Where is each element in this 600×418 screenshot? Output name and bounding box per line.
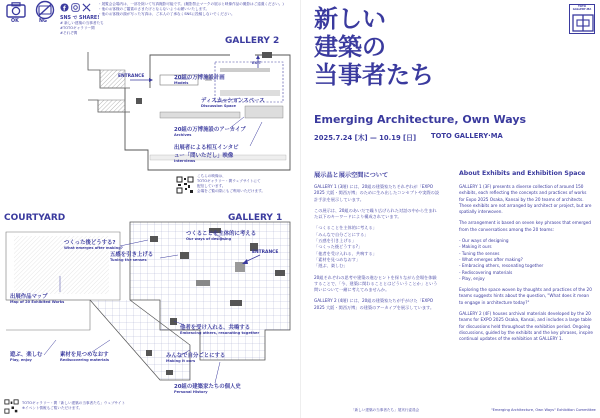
g1-map-label: 出展作品マップ Map of 20 Exhibited Works bbox=[10, 294, 65, 304]
jp-keyword-list: 「つくることを主体的に考える」 「みんなで自分ごとにする」 「五感を引き上げる」 「つくった後どうする?」 「他者を受け入れる、共鳴する」 「素材を見つめなおす」 「遊ぶ、楽しむ」 bbox=[314, 225, 377, 269]
g1-materials-label: 素材を見つめなおす Rediscovering materials bbox=[60, 352, 110, 362]
gallery1-title: GALLERY 1 bbox=[228, 213, 283, 223]
g2-discussion-label: ディスカッションスペース Discussion Space bbox=[201, 98, 265, 108]
g1-senses-label: 五感を引き上げる Tuning the senses bbox=[110, 252, 154, 262]
sns-share-label: SNS で SHARE! bbox=[60, 16, 100, 21]
ng-label: NG bbox=[39, 19, 47, 24]
footer-jp: 「新しい建築の当事者たち」展実行委員会 bbox=[351, 408, 420, 412]
title-line-2: 建築の bbox=[314, 32, 386, 61]
en-section-heading: About Exhibits and Exhibition Space bbox=[459, 170, 586, 177]
g2-interviews-label: 出展者による相互インタビュー「問いただし」映像 Interviews bbox=[174, 145, 239, 163]
share-hashtag-3: #それぞ間 bbox=[60, 31, 78, 35]
qr-code-video[interactable] bbox=[176, 176, 194, 194]
ok-label: OK bbox=[11, 19, 19, 24]
g1-embracing-label: 他者を受け入れる、共鳴する Embracing others, resonating together bbox=[180, 325, 260, 335]
courtyard-title: COURTYARD bbox=[4, 213, 66, 223]
entrance-label-g1: ENTRANCE bbox=[252, 250, 279, 255]
share-hashtag-1: # 新しい建築の当事者たち bbox=[60, 21, 104, 25]
exit-label: EXIT bbox=[252, 61, 262, 65]
qr-note: こちらの映像は、 TOTOギャラリー・間ウェブサイトにて 配信しています。 会場をご覧の際にもご利用いただけます。 bbox=[197, 174, 265, 193]
share-hashtag-2: #TOTOギャラリー間 bbox=[60, 26, 95, 30]
jp-paragraph-1: GALLERY 1 (3階) には、20組の建築家たちそれぞれが「EXPO 2025 大阪・関西万博」のために生み出したコンセプトや実際の設計手法を展示しています。 bbox=[314, 184, 440, 202]
title-line-3: 当事者たち bbox=[314, 60, 434, 89]
g2-archives-label: 20組の万博施設のアーカイブ Archives bbox=[174, 127, 246, 137]
en-paragraph-2: The arrangement is based on seven key phrases that emerged from the conversations among the 20 teams: bbox=[459, 220, 591, 232]
footer-en: "Emerging Architecture, Own Ways" Exhibition Committee bbox=[491, 408, 596, 412]
right-page bbox=[301, 0, 600, 418]
website-note: TOTOギャラリー・間「新しい建築の当事者たち」ウェブサイト ※イベント情報もご覧いただけます。 bbox=[22, 401, 126, 410]
g2-models-label: 20組の万博施設計画 Models bbox=[174, 75, 225, 85]
exhibition-title bbox=[314, 6, 434, 89]
gallery-ma-logo bbox=[569, 4, 595, 34]
en-keyword-list: - Our ways of designing - Making it ours - Tuning the senses - What emerges after making? - Embracing others, resonating together - Rediscovering materials - Play, enjoy bbox=[459, 238, 544, 281]
en-paragraph-3: Exploring the space woven by thoughts and practices of the 20 teams suggests hints about the question, "What does it mean to engage in architecture today?" bbox=[459, 287, 592, 305]
title-line-1: 新しい bbox=[314, 5, 386, 33]
visitor-note-1: ・展覧会会場内は、一部を除いて写真撮影可能です。(撮影禁止マークの展示と映像作品の撮影はご遠慮ください。) bbox=[98, 2, 284, 6]
visitor-note-2: ・他のお客様のご鑑賞のさまたげとならないようお願いいたします。 bbox=[98, 6, 210, 11]
exhibition-dates: 2025.7.24 [木] — 10.19 [日] bbox=[314, 134, 417, 142]
g1-after-making-label: つくった後どうする? What emerges after making? bbox=[64, 240, 123, 250]
en-column bbox=[459, 184, 593, 343]
svg-text:f: f bbox=[63, 5, 66, 12]
jp-paragraph-4: GALLERY 2 (4階) には、20組の建築家たちが手がけた「EXPO 2025 大阪・関西万博」の建築のアーカイブを展示しています。 bbox=[314, 298, 435, 310]
jp-column bbox=[314, 184, 440, 311]
logo-text: TOTO GALLERY·MA bbox=[572, 5, 592, 11]
jp-paragraph-2: この展示は、20組のあいだで繰り広げられた対話の中から生まれた以下のキーワードにより構成されています。 bbox=[314, 207, 437, 220]
g1-personal-history-label: 20組の建築家たちの個人史 Personal History bbox=[174, 384, 241, 394]
qr-code-website[interactable] bbox=[4, 399, 19, 414]
g1-play-label: 遊ぶ、楽しむ Play, enjoy bbox=[10, 352, 43, 362]
exhibition-venue: TOTO GALLERY·MA bbox=[431, 132, 503, 140]
g1-making-ours-label: みんなで自分ごとにする Making it ours bbox=[166, 353, 226, 363]
entrance-label-g2: ENTRANCE bbox=[118, 74, 145, 79]
gallery2-title: GALLERY 2 bbox=[225, 36, 280, 46]
visitor-note-3: ・他のお客様の顔が写った写真は、ご本人の了承なくSNSに投稿しないでください。 bbox=[98, 11, 235, 16]
en-paragraph-1: GALLERY 1 (3F) presents a diverse collection of around 150 exhibits, each reflecting the concepts and practices of works for Expo 2025 Osaka, Kansai by the 20 teams of architects. These exhibits are not arranged by architect or project, but are spatially interwoven. bbox=[459, 184, 592, 215]
jp-paragraph-3: 20組それぞれの思考や建築の進むヒントを探りながら会場を体験することで、「今、建築に関わることとはどういうことか」という問いについて一緒に考えてみませんか。 bbox=[314, 274, 438, 293]
jp-section-heading: 展示品と展示空間について bbox=[314, 172, 389, 179]
exhibition-subtitle: Emerging Architecture, Own Ways bbox=[314, 113, 527, 126]
g1-designing-label: つくることを主体的に考える Our ways of designing bbox=[186, 231, 257, 241]
en-paragraph-4: GALLERY 2 (4F) houses archival materials developed by the 20 teams for EXPO 2025 Osaka, Kansai, and includes a large table for discussions held throughout the exhibition period. Ongoing discussions, guided by the exhibits and the key phrases, inspire continual updates of the exhibition at GALLERY 1. bbox=[459, 311, 593, 342]
